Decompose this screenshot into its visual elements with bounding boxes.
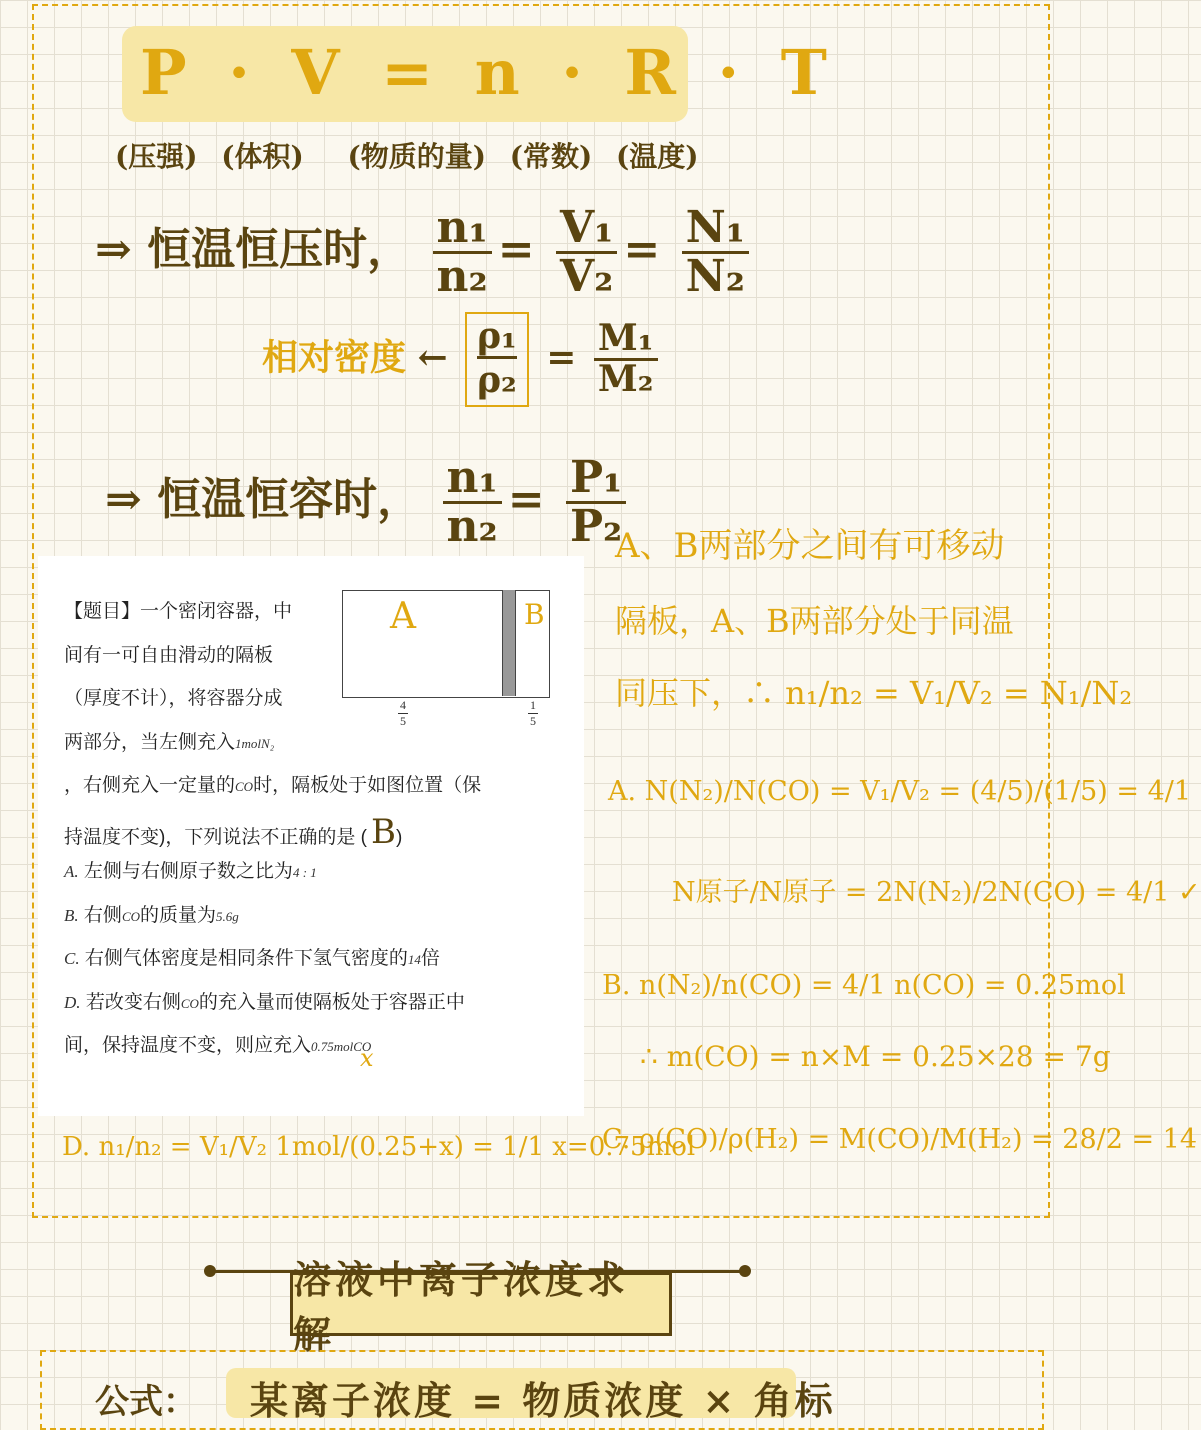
fraction-N bbox=[682, 202, 750, 303]
question-card bbox=[38, 556, 584, 1116]
fraction-v bbox=[556, 202, 617, 303]
fraction-num: P₁ bbox=[566, 455, 626, 504]
option-label: C. bbox=[64, 949, 80, 968]
fraction-den: P₂ bbox=[569, 501, 623, 553]
divider-dot bbox=[739, 1265, 751, 1277]
fraction-num: 4 bbox=[400, 698, 406, 712]
rule-isothermal-isochoric: ⇒ 恒温恒容时， $\frac{\text{n₁}}{\text{n₂}}$ = $\frac{\text{P₁}}{\text{P₂}}$ bbox=[105, 455, 632, 550]
fraction-num: n₁ bbox=[433, 205, 492, 254]
x-mark: x bbox=[360, 1044, 374, 1072]
option-c bbox=[64, 943, 440, 970]
density-ratio-box bbox=[465, 312, 529, 407]
divider-dot bbox=[204, 1265, 216, 1277]
label-volume: (体积) bbox=[221, 140, 304, 173]
option-formula: CO bbox=[180, 996, 199, 1011]
density-rule: 相对密度 ← $\frac{\text{ρ₁}}{\text{ρ₂}}$ = $\frac{\text{M₁}}{\text{M₂}}$ bbox=[262, 312, 664, 407]
option-label: B. bbox=[64, 906, 79, 925]
note-line: A、B两部分之间有可移动 bbox=[615, 526, 1005, 566]
fraction-den: n₂ bbox=[446, 501, 498, 553]
fraction-num: ρ₁ bbox=[477, 315, 517, 357]
question-formula: 1molN₂ bbox=[235, 736, 275, 751]
question-text: ) bbox=[395, 827, 403, 848]
fraction-num: V₁ bbox=[556, 205, 617, 254]
formula-labels bbox=[115, 135, 713, 175]
note-option-d: D. n₁/n₂ = V₁/V₂ 1mol/(0.25+x) = 1/1 x=0.75mol bbox=[62, 1132, 696, 1162]
arrow-left-icon: ← bbox=[417, 336, 448, 379]
option-d-cont bbox=[64, 1030, 371, 1057]
fraction-den: 5 bbox=[400, 714, 406, 728]
option-formula: 0.75molCO bbox=[311, 1039, 372, 1054]
option-d bbox=[64, 987, 465, 1014]
option-formula: 14 bbox=[407, 952, 421, 967]
partition-divider bbox=[502, 590, 516, 696]
ideal-gas-formula: P · V = n · R · T bbox=[140, 36, 837, 109]
option-text: 右侧 bbox=[83, 905, 122, 926]
option-text: 左侧与右侧原子数之比为 bbox=[83, 861, 293, 882]
label-amount: (物质的量) bbox=[347, 140, 486, 173]
fraction-num: M₁ bbox=[594, 320, 658, 361]
question-text: 时，隔板处于如图位置（保 bbox=[253, 775, 482, 796]
label-temperature: (温度) bbox=[616, 140, 699, 173]
container-diagram bbox=[342, 590, 552, 700]
question-line bbox=[64, 812, 402, 852]
fraction-den: ρ₂ bbox=[477, 358, 517, 401]
question-text: ，右侧充入一定量的 bbox=[64, 775, 236, 796]
question-line: 【题目】一个密闭容器，中 bbox=[64, 601, 293, 622]
option-text: 右侧气体密度是相同条件下氢气密度的 bbox=[84, 948, 408, 969]
label-pressure: (压强) bbox=[115, 140, 198, 173]
question-text: 持温度不变)，下列说法不正确的是 ( bbox=[64, 827, 367, 848]
fraction-num: N₁ bbox=[682, 205, 750, 254]
option-formula: CO bbox=[121, 909, 140, 924]
option-formula: 4 : 1 bbox=[292, 865, 317, 880]
note-option-b-mass: ∴ m(CO) = n×M = 0.25×28 = 7g bbox=[640, 1040, 1111, 1073]
option-label: A. bbox=[64, 862, 79, 881]
fraction-n bbox=[443, 452, 502, 553]
option-text: 的质量为 bbox=[140, 905, 217, 926]
note-option-a: A. N(N₂)/N(CO) = V₁/V₂ = (4/5)/(1/5) = 4/1 bbox=[608, 776, 1192, 807]
note-line: 隔板，A、B两部分处于同温 bbox=[615, 602, 1014, 640]
label-constant: (常数) bbox=[509, 140, 593, 173]
rule2-prefix: ⇒ 恒温恒容时， bbox=[105, 474, 422, 526]
formula-label: 公式： bbox=[95, 1382, 197, 1422]
question-line: 间有一可自由滑动的隔板 bbox=[64, 645, 274, 666]
option-a bbox=[64, 856, 317, 883]
fraction-den: M₂ bbox=[597, 357, 654, 400]
option-formula: 5.6g bbox=[216, 909, 239, 924]
left-fraction bbox=[398, 698, 408, 729]
question-line bbox=[64, 770, 481, 797]
rule-isothermal-isobaric: ⇒ 恒温恒压时， $\frac{\text{n₁}}{\text{n₂}}$ = $\frac{\text{V₁}}{\text{V₂}}$ = $\frac{\text{N₁}}{\text{N₂}}$ bbox=[95, 205, 755, 300]
option-text: 倍 bbox=[420, 948, 440, 969]
fraction-den: 5 bbox=[530, 714, 536, 728]
note-option-a-atoms: N原子/N原子 = 2N(N₂)/2N(CO) = 4/1 ✓ bbox=[672, 877, 1201, 908]
question-line: （厚度不计），将容器分成 bbox=[64, 688, 283, 709]
fraction-n bbox=[433, 202, 492, 303]
fraction-den: n₂ bbox=[436, 251, 488, 303]
fraction-num: 1 bbox=[530, 698, 536, 712]
container-outline bbox=[342, 590, 550, 698]
option-label: D. bbox=[64, 993, 81, 1012]
question-line bbox=[64, 727, 274, 754]
question-formula: CO bbox=[235, 779, 254, 794]
fraction-den: N₂ bbox=[685, 251, 746, 303]
right-fraction bbox=[528, 698, 538, 729]
note-option-c: C. ρ(CO)/ρ(H₂) = M(CO)/M(H₂) = 28/2 = 14 bbox=[602, 1124, 1198, 1155]
relative-density-label: 相对密度 bbox=[262, 336, 407, 379]
molar-mass-ratio bbox=[594, 317, 658, 400]
option-text: 的充入量而使隔板处于容器正中 bbox=[198, 992, 465, 1013]
note-line: 同压下，∴ n₁/n₂ = V₁/V₂ = N₁/N₂ bbox=[615, 674, 1133, 712]
option-b bbox=[64, 900, 239, 927]
option-text: 若改变右侧 bbox=[85, 992, 181, 1013]
fraction-den: V₂ bbox=[559, 251, 614, 303]
answer-mark: B bbox=[370, 812, 396, 852]
fraction-num: n₁ bbox=[443, 455, 502, 504]
section-title: 溶液中离子浓度求解 bbox=[290, 1272, 672, 1336]
section-a-label: A bbox=[390, 596, 416, 637]
question-text: 两部分，当左侧充入 bbox=[64, 732, 236, 753]
ion-concentration-formula: 某离子浓度 = 物质浓度 × 角标 bbox=[250, 1378, 836, 1423]
option-text: 间，保持温度不变，则应充入 bbox=[64, 1035, 312, 1056]
rule1-prefix: ⇒ 恒温恒压时， bbox=[95, 224, 412, 276]
section-b-label: B bbox=[524, 598, 545, 631]
note-option-b: B. n(N₂)/n(CO) = 4/1 n(CO) = 0.25mol bbox=[602, 970, 1126, 1001]
